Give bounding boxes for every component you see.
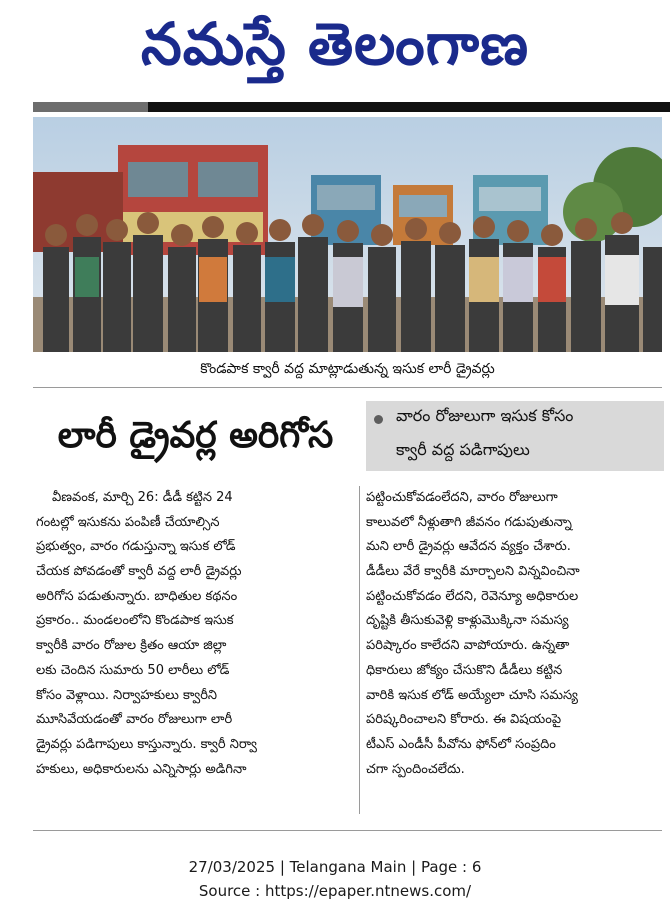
- article-line: కాలువలో నీళ్లుతాగి జీవనం గడుపుతున్నా: [366, 514, 572, 530]
- article-line: చగా స్పందించలేదు.: [366, 761, 465, 777]
- bottom-rule: [33, 830, 662, 831]
- article-line: క్వారీకి వారం రోజుల క్రితం ఆయా జిల్లా: [36, 638, 227, 654]
- photo-lorry-drivers: [33, 117, 662, 352]
- article-line: టీఎస్ ఎండీసీ పీవోను ఫోన్‌లో సంప్రదిం: [366, 736, 556, 752]
- article-line: ధికారులు జోక్యం చేసుకొని డీడీలు కట్టిన: [366, 662, 563, 678]
- article-line: గంటల్లో ఇసుకను పంపిణీ చేయాల్సిన: [36, 514, 220, 530]
- article-column-right: [366, 486, 664, 782]
- article-line: పరిష్కారం కాలేదని వాపోయారు. ఉన్నతా: [366, 638, 570, 654]
- article-line: మని లారీ డ్రైవర్లు ఆవేదన వ్యక్తం చేశారు.: [366, 539, 571, 555]
- article-line: అరిగోస పడుతున్నారు. బాధితుల కథనం: [36, 588, 238, 604]
- article-line: డీడీలు వేరే క్వారీకి మార్చాలని విన్నవించినా: [366, 564, 580, 580]
- subhead-line: వారం రోజులుగా ఇసుక కోసం: [396, 406, 574, 425]
- article-line: పట్టించుకోవడం లేదని, రెవెన్యూ అధికారుల: [366, 588, 579, 604]
- top-rule: [33, 102, 670, 112]
- article-line: కోసం వెళ్లాయి. నిర్వాహకులు క్వారీని: [36, 687, 218, 703]
- subhead-line: క్వారీ వద్ద పడిగాపులు: [396, 440, 530, 459]
- masthead-title: నమస్తే తెలంగాణ: [141, 10, 529, 78]
- article-line: హకులు, అధికారులను ఎన్నిసార్లు అడిగినా: [36, 761, 247, 777]
- column-divider: [359, 486, 360, 814]
- article-line: దృష్టికి తీసుకువెళ్లి కాళ్లుమొక్కినా సమస్య: [366, 613, 569, 629]
- bullet-icon: [374, 415, 383, 424]
- masthead: [0, 0, 670, 92]
- article-line: చేయక పోవడంతో క్వారీ వద్ద లారీ డ్రైవర్లు: [36, 564, 242, 580]
- photo-caption: కొండపాక క్వారీ వద్ద మాట్లాడుతున్న ఇసుక లారీ డ్రైవర్లు: [200, 361, 495, 377]
- article-column-left: [36, 486, 354, 782]
- news-photo: [33, 117, 662, 352]
- article-line: డ్రైవర్లు పడిగాపులు కాస్తున్నారు. క్వారీ నిర్వా: [36, 736, 257, 752]
- article-line: పట్టించుకోవడంలేదని, వారం రోజులుగా: [366, 490, 558, 505]
- footer-edition-info: 27/03/2025 | Telangana Main | Page : 6: [188, 858, 482, 876]
- article-line: వీణవంక, మార్చి 26: డీడీ కట్టిన 24: [52, 490, 233, 505]
- headline: లారీ డ్రైవర్ల అరిగోస: [57, 415, 334, 456]
- footer-source-link[interactable]: Source : https://epaper.ntnews.com/: [198, 882, 472, 900]
- article-line: ప్రభుత్వం, వారం గడుస్తున్నా ఇసుక లోడ్: [36, 539, 236, 555]
- divider: [33, 387, 662, 388]
- article-line: మూసివేయడంతో వారం రోజులుగా లారీ: [36, 712, 233, 728]
- article-line: లకు చెందిన సుమారు 50 లారీలు లోడ్: [36, 662, 230, 678]
- article-line: ప్రకారం.. మండలంలోని కొండపాక ఇసుక: [36, 613, 234, 629]
- article-line: వారికి ఇసుక లోడ్ అయ్యేలా చూసి సమస్య: [366, 687, 578, 703]
- article-line: పరిష్కరించాలని కోరారు. ఈ విషయంపై: [366, 712, 562, 728]
- subhead-box: [366, 401, 664, 471]
